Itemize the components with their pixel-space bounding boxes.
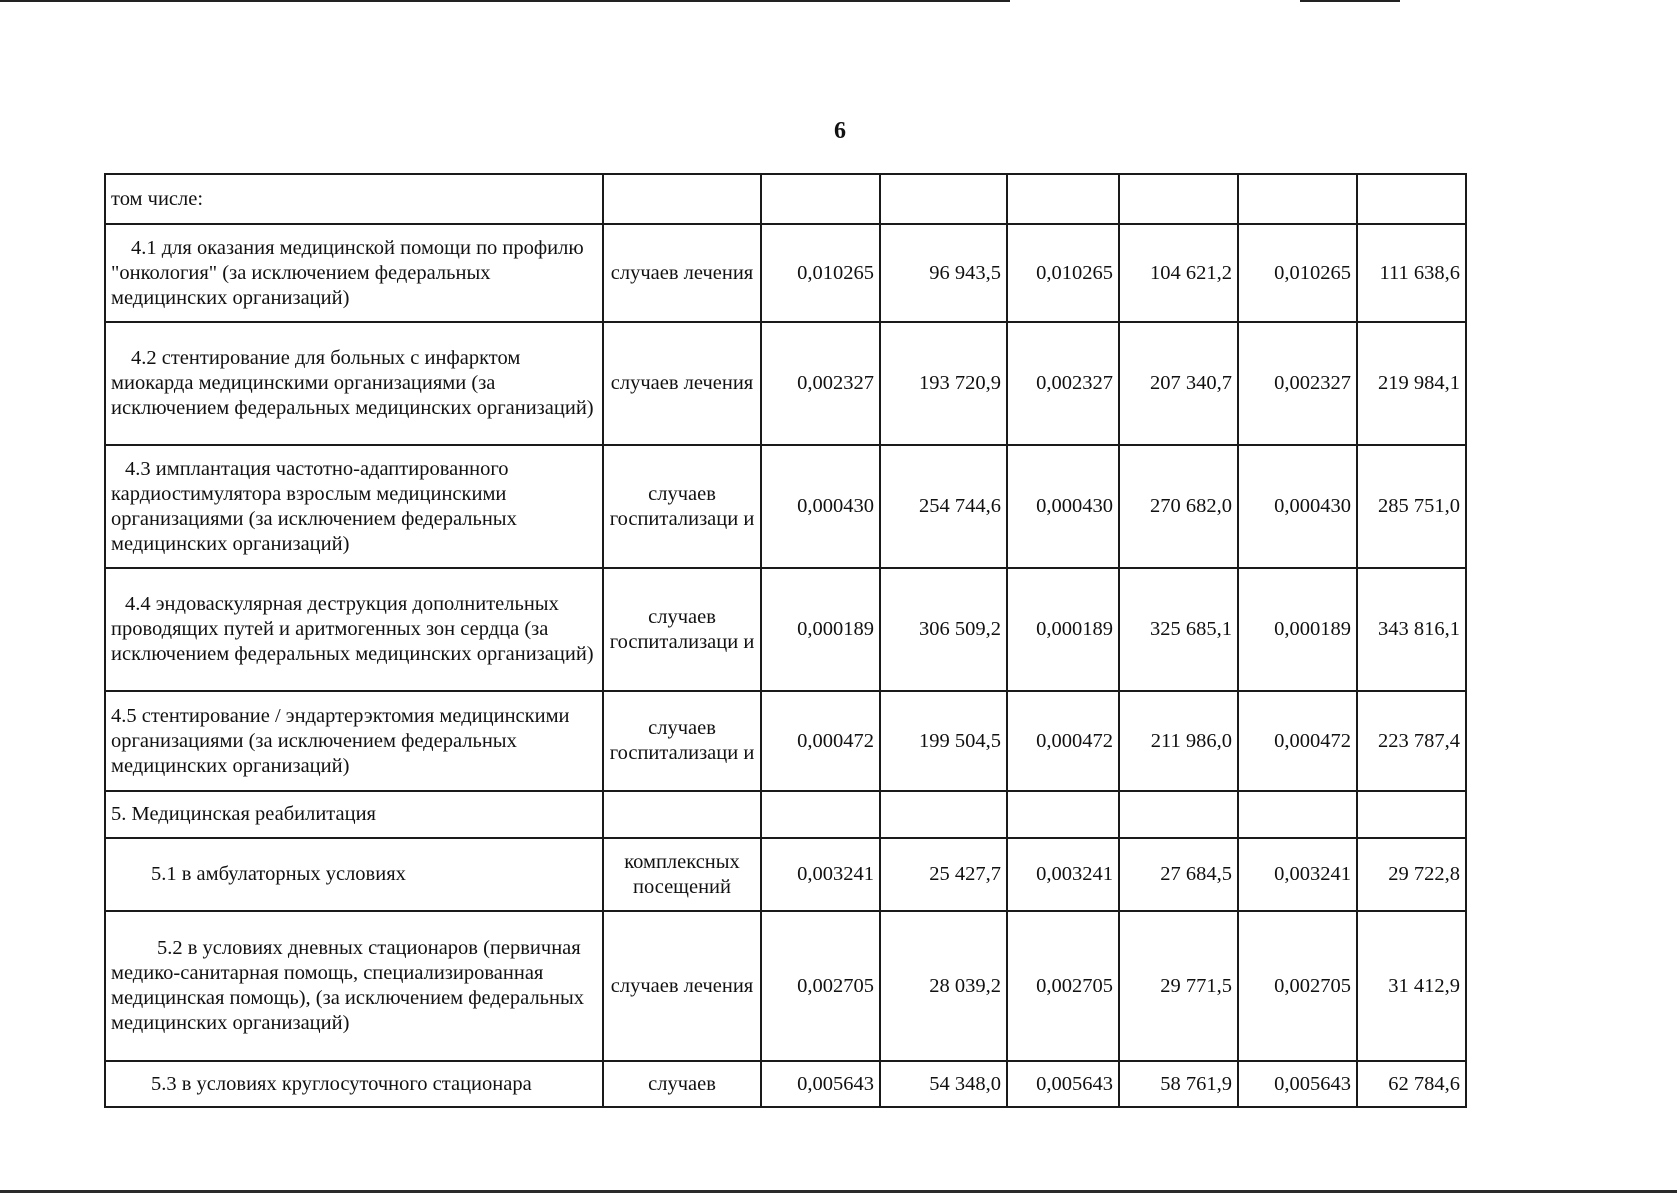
row-value-cell bbox=[1238, 174, 1357, 224]
row-unit-cell: случаев лечения bbox=[603, 322, 761, 445]
row-value-cell: 0,003241 bbox=[1007, 838, 1119, 911]
row-value-cell: 0,000430 bbox=[761, 445, 880, 568]
row-value-cell: 0,000472 bbox=[1238, 691, 1357, 791]
row-value-cell: 31 412,9 bbox=[1357, 911, 1466, 1061]
row-value-cell: 29 771,5 bbox=[1119, 911, 1238, 1061]
row-value-cell: 219 984,1 bbox=[1357, 322, 1466, 445]
row-unit-cell: случаев лечения bbox=[603, 224, 761, 322]
row-value-cell: 0,000189 bbox=[1238, 568, 1357, 691]
row-value-cell: 270 682,0 bbox=[1119, 445, 1238, 568]
row-value-cell: 111 638,6 bbox=[1357, 224, 1466, 322]
table-row bbox=[105, 1061, 1466, 1107]
row-value-cell bbox=[1357, 791, 1466, 838]
row-value-cell: 285 751,0 bbox=[1357, 445, 1466, 568]
table-row bbox=[105, 911, 1466, 1061]
row-value-cell: 193 720,9 bbox=[880, 322, 1007, 445]
row-value-cell: 199 504,5 bbox=[880, 691, 1007, 791]
data-table bbox=[104, 173, 1467, 1108]
row-value-cell: 0,002327 bbox=[761, 322, 880, 445]
row-value-cell: 25 427,7 bbox=[880, 838, 1007, 911]
row-value-cell bbox=[761, 791, 880, 838]
row-value-cell: 104 621,2 bbox=[1119, 224, 1238, 322]
row-value-cell: 223 787,4 bbox=[1357, 691, 1466, 791]
row-value-cell: 58 761,9 bbox=[1119, 1061, 1238, 1107]
row-value-cell: 0,005643 bbox=[1007, 1061, 1119, 1107]
row-value-cell: 0,000472 bbox=[1007, 691, 1119, 791]
row-value-cell: 211 986,0 bbox=[1119, 691, 1238, 791]
row-value-cell bbox=[1007, 791, 1119, 838]
row-value-cell: 54 348,0 bbox=[880, 1061, 1007, 1107]
row-value-cell: 0,000189 bbox=[761, 568, 880, 691]
row-unit-cell bbox=[603, 174, 761, 224]
scan-border-bottom bbox=[0, 1190, 1677, 1193]
row-unit-cell bbox=[603, 791, 761, 838]
row-value-cell: 0,010265 bbox=[761, 224, 880, 322]
page-number: 6 bbox=[834, 118, 846, 144]
row-value-cell bbox=[1238, 791, 1357, 838]
table-row bbox=[105, 838, 1466, 911]
row-value-cell: 28 039,2 bbox=[880, 911, 1007, 1061]
row-value-cell: 0,002705 bbox=[1238, 911, 1357, 1061]
table-row bbox=[105, 568, 1466, 691]
row-value-cell: 0,005643 bbox=[761, 1061, 880, 1107]
scan-border-top bbox=[0, 0, 1010, 2]
row-value-cell bbox=[880, 174, 1007, 224]
row-value-cell: 62 784,6 bbox=[1357, 1061, 1466, 1107]
row-value-cell: 0,005643 bbox=[1238, 1061, 1357, 1107]
scan-border-top-fragment bbox=[1300, 0, 1400, 2]
row-value-cell: 325 685,1 bbox=[1119, 568, 1238, 691]
row-value-cell bbox=[761, 174, 880, 224]
row-name-cell: том числе: bbox=[105, 174, 603, 224]
row-value-cell: 207 340,7 bbox=[1119, 322, 1238, 445]
row-value-cell: 27 684,5 bbox=[1119, 838, 1238, 911]
row-unit-cell: случаев госпитализаци и bbox=[603, 568, 761, 691]
table-row bbox=[105, 791, 1466, 838]
row-value-cell: 0,002327 bbox=[1007, 322, 1119, 445]
row-unit-cell: случаев bbox=[603, 1061, 761, 1107]
row-name-cell: 5.1 в амбулаторных условиях bbox=[105, 838, 603, 911]
row-value-cell bbox=[1119, 791, 1238, 838]
table-row bbox=[105, 224, 1466, 322]
row-name-cell: 4.1 для оказания медицинской помощи по профилю "онкология" (за исключением федеральных медицинских организаций) bbox=[105, 224, 603, 322]
row-value-cell: 0,002705 bbox=[761, 911, 880, 1061]
row-value-cell bbox=[1357, 174, 1466, 224]
row-value-cell: 0,000430 bbox=[1007, 445, 1119, 568]
table-row bbox=[105, 691, 1466, 791]
row-value-cell: 0,003241 bbox=[761, 838, 880, 911]
table-row bbox=[105, 174, 1466, 224]
table-row bbox=[105, 445, 1466, 568]
row-value-cell: 96 943,5 bbox=[880, 224, 1007, 322]
row-value-cell: 0,002705 bbox=[1007, 911, 1119, 1061]
row-value-cell bbox=[880, 791, 1007, 838]
table-row bbox=[105, 322, 1466, 445]
row-value-cell: 306 509,2 bbox=[880, 568, 1007, 691]
row-value-cell: 254 744,6 bbox=[880, 445, 1007, 568]
row-value-cell: 343 816,1 bbox=[1357, 568, 1466, 691]
row-name-cell: 4.2 стентирование для больных с инфарктом миокарда медицинскими организациями (за исключением федеральных медицинских организаций) bbox=[105, 322, 603, 445]
row-unit-cell: случаев госпитализаци и bbox=[603, 691, 761, 791]
row-value-cell: 0,010265 bbox=[1238, 224, 1357, 322]
row-name-cell: 5.3 в условиях круглосуточного стационара bbox=[105, 1061, 603, 1107]
row-unit-cell: комплексных посещений bbox=[603, 838, 761, 911]
row-value-cell: 29 722,8 bbox=[1357, 838, 1466, 911]
row-name-cell: 4.4 эндоваскулярная деструкция дополнительных проводящих путей и аритмогенных зон сердца (за исключением федеральных медицинских организаций) bbox=[105, 568, 603, 691]
row-value-cell: 0,002327 bbox=[1238, 322, 1357, 445]
row-value-cell: 0,003241 bbox=[1238, 838, 1357, 911]
row-name-cell: 4.3 имплантация частотно-адаптированного кардиостимулятора взрослым медицинскими организациями (за исключением федеральных медицинских организаций) bbox=[105, 445, 603, 568]
row-unit-cell: случаев лечения bbox=[603, 911, 761, 1061]
row-value-cell bbox=[1007, 174, 1119, 224]
row-value-cell bbox=[1119, 174, 1238, 224]
row-value-cell: 0,000430 bbox=[1238, 445, 1357, 568]
row-value-cell: 0,000189 bbox=[1007, 568, 1119, 691]
row-value-cell: 0,010265 bbox=[1007, 224, 1119, 322]
row-unit-cell: случаев госпитализаци и bbox=[603, 445, 761, 568]
row-name-cell: 4.5 стентирование / эндартерэктомия медицинскими организациями (за исключением федеральных медицинских организаций) bbox=[105, 691, 603, 791]
row-value-cell: 0,000472 bbox=[761, 691, 880, 791]
row-name-cell: 5. Медицинская реабилитация bbox=[105, 791, 603, 838]
row-name-cell: 5.2 в условиях дневных стационаров (первичная медико-санитарная помощь, специализированная медицинская помощь), (за исключением федеральных медицинских организаций) bbox=[105, 911, 603, 1061]
